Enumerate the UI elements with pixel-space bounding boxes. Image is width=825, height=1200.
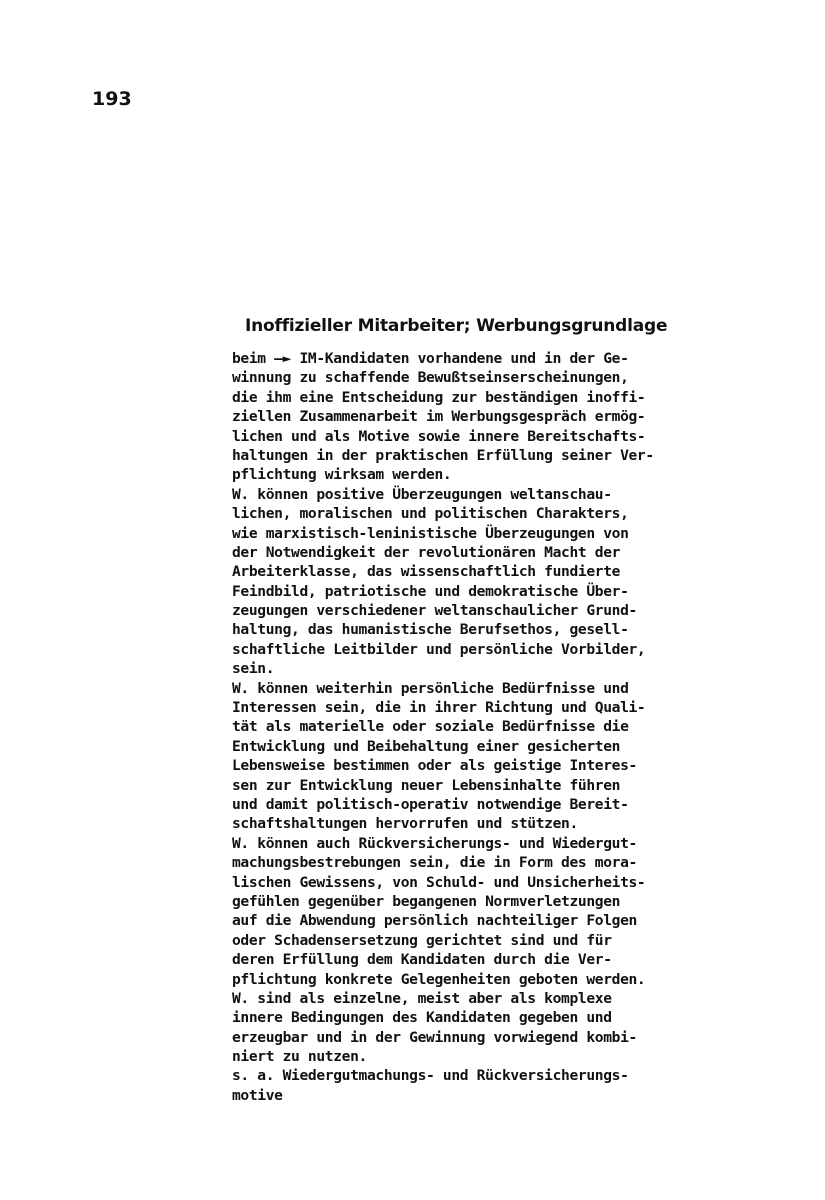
body-line: niert zu nutzen. (232, 1048, 367, 1066)
body-line: Arbeiterklasse, das wissenschaftlich fundierte (232, 563, 621, 581)
body-line: W. sind als einzelne, meist aber als komplexe (232, 989, 612, 1007)
body-line: Lebensweise bestimmen oder als geistige Interes- (232, 757, 637, 775)
body-line: Interessen sein, die in ihrer Richtung und Quali- (232, 699, 646, 717)
body-line: Entwicklung und Beibehaltung einer gesicherten (232, 737, 621, 755)
page-number: 193 (92, 88, 132, 110)
body-line: beim —► IM-Kandidaten vorhandene und in der Ge- (232, 350, 629, 367)
body-line: machungsbestrebungen sein, die in Form des mora- (232, 854, 637, 872)
body-line: schaftliche Leitbilder und persönliche Vorbilder, (232, 640, 646, 658)
body-line: lichen, moralischen und politischen Charakters, (232, 505, 629, 523)
body-line: sein. (232, 660, 275, 678)
entry-heading: Inoffizieller Mitarbeiter; Werbungsgrundlage (245, 316, 668, 336)
body-line: der Notwendigkeit der revolutionären Macht der (232, 543, 621, 561)
body-line: deren Erfüllung dem Kandidaten durch die Ver- (232, 951, 612, 969)
body-line: lischen Gewissens, von Schuld- und Unsicherheits- (232, 873, 646, 891)
body-line: s. a. Wiedergutmachungs- und Rückversicherungs- (232, 1067, 629, 1085)
body-line: sen zur Entwicklung neuer Lebensinhalte führen (232, 776, 621, 794)
body-line: W. können weiterhin persönliche Bedürfnisse und (232, 679, 629, 697)
body-line: Feindbild, patriotische und demokratische Über- (232, 582, 629, 600)
body-line: W. können auch Rückversicherungs- und Wiedergut- (232, 834, 637, 852)
body-line: zeugungen verschiedener weltanschaulicher Grund- (232, 602, 637, 620)
body-line: innere Bedingungen des Kandidaten gegeben und (232, 1009, 612, 1027)
body-line: die ihm eine Entscheidung zur beständigen inoffi- (232, 388, 646, 406)
body-line: pflichtung konkrete Gelegenheiten geboten werden. (232, 970, 646, 988)
body-line: lichen und als Motive sowie innere Bereitschafts- (232, 427, 646, 445)
body-line: ziellen Zusammenarbeit im Werbungsgespräch ermög- (232, 408, 646, 426)
body-line: und damit politisch-operativ notwendige Bereit- (232, 795, 629, 813)
entry-body (232, 349, 732, 1105)
body-line: motive (232, 1086, 283, 1104)
body-line: gefühlen gegenüber begangenen Normverletzungen (232, 892, 621, 910)
body-line: tät als materielle oder soziale Bedürfnisse die (232, 718, 629, 736)
body-line: erzeugbar und in der Gewinnung vorwiegend kombi- (232, 1028, 637, 1046)
body-line: W. können positive Überzeugungen weltanschau- (232, 485, 612, 503)
body-line: haltungen in der praktischen Erfüllung seiner Ver- (232, 446, 654, 464)
body-line: wie marxistisch-leninistische Überzeugungen von (232, 524, 629, 542)
body-line: schaftshaltungen hervorrufen und stützen. (232, 815, 578, 833)
body-line: oder Schadensersetzung gerichtet sind und für (232, 931, 612, 949)
body-line: pflichtung wirksam werden. (232, 466, 452, 484)
body-line: auf die Abwendung persönlich nachteiliger Folgen (232, 912, 637, 930)
body-line: winnung zu schaffende Bewußtseinserscheinungen, (232, 369, 629, 387)
body-line: haltung, das humanistische Berufsethos, gesell- (232, 621, 629, 639)
